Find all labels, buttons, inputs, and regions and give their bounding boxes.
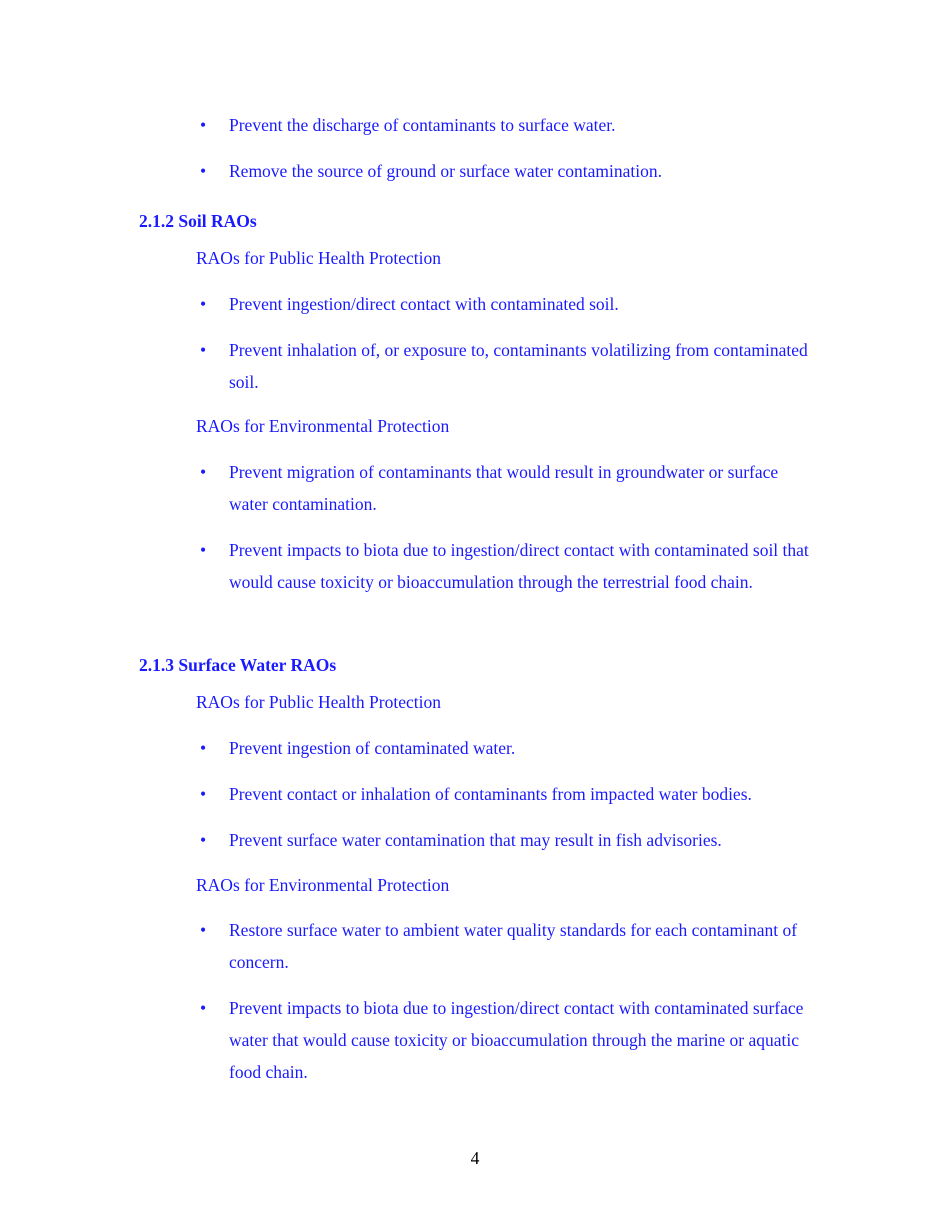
bullet-text: Prevent migration of contaminants that would result in groundwater or surface water contamination. [229,462,779,514]
list-item [200,288,810,320]
section-heading-soil: 2.1.2 Soil RAOs [139,211,257,231]
bullet-text: Remove the source of ground or surface water contamination. [229,161,662,181]
bullet-icon: • [200,998,207,1018]
list-item [200,334,810,398]
bullet-text: Prevent ingestion of contaminated water. [229,738,516,758]
list-item [200,992,810,1088]
section-heading-surface-water: 2.1.3 Surface Water RAOs [139,655,337,675]
bullet-text: Prevent the discharge of contaminants to surface water. [229,115,616,135]
list-item [200,824,810,856]
list-item [200,456,810,520]
bullet-icon: • [200,161,207,181]
bullet-icon: • [200,462,207,482]
list-item [200,778,810,810]
bullet-text: Prevent inhalation of, or exposure to, contaminants volatilizing from contaminated soil. [229,340,808,392]
bullet-icon: • [200,294,207,314]
surface-water-environmental-label: RAOs for Environmental Protection [196,875,450,895]
bullet-text: Prevent impacts to biota due to ingestion/direct contact with contaminated soil that would cause toxicity or bioaccumulation through the terrestrial food chain. [229,540,809,592]
page-number: 4 [470,1148,480,1168]
bullet-text: Prevent impacts to biota due to ingestion/direct contact with contaminated surface water that would cause toxicity or bioaccumulation through the marine or aquatic food chain. [229,998,804,1082]
bullet-text: Prevent ingestion/direct contact with contaminated soil. [229,294,619,314]
bullet-icon: • [200,830,207,850]
bullet-icon: • [200,920,207,940]
bullet-icon: • [200,540,207,560]
list-item [200,732,810,764]
soil-public-health-label: RAOs for Public Health Protection [196,248,441,268]
surface-water-public-health-label: RAOs for Public Health Protection [196,692,441,712]
bullet-text: Restore surface water to ambient water quality standards for each contaminant of concern. [229,920,798,972]
bullet-icon: • [200,115,207,135]
bullet-text: Prevent contact or inhalation of contaminants from impacted water bodies. [229,784,752,804]
bullet-text: Prevent surface water contamination that may result in fish advisories. [229,830,722,850]
bullet-icon: • [200,738,207,758]
soil-environmental-label: RAOs for Environmental Protection [196,416,450,436]
list-item [200,914,810,978]
bullet-icon: • [200,784,207,804]
bullet-icon: • [200,340,207,360]
list-item [200,534,810,598]
list-item [200,109,810,141]
list-item [200,155,810,187]
